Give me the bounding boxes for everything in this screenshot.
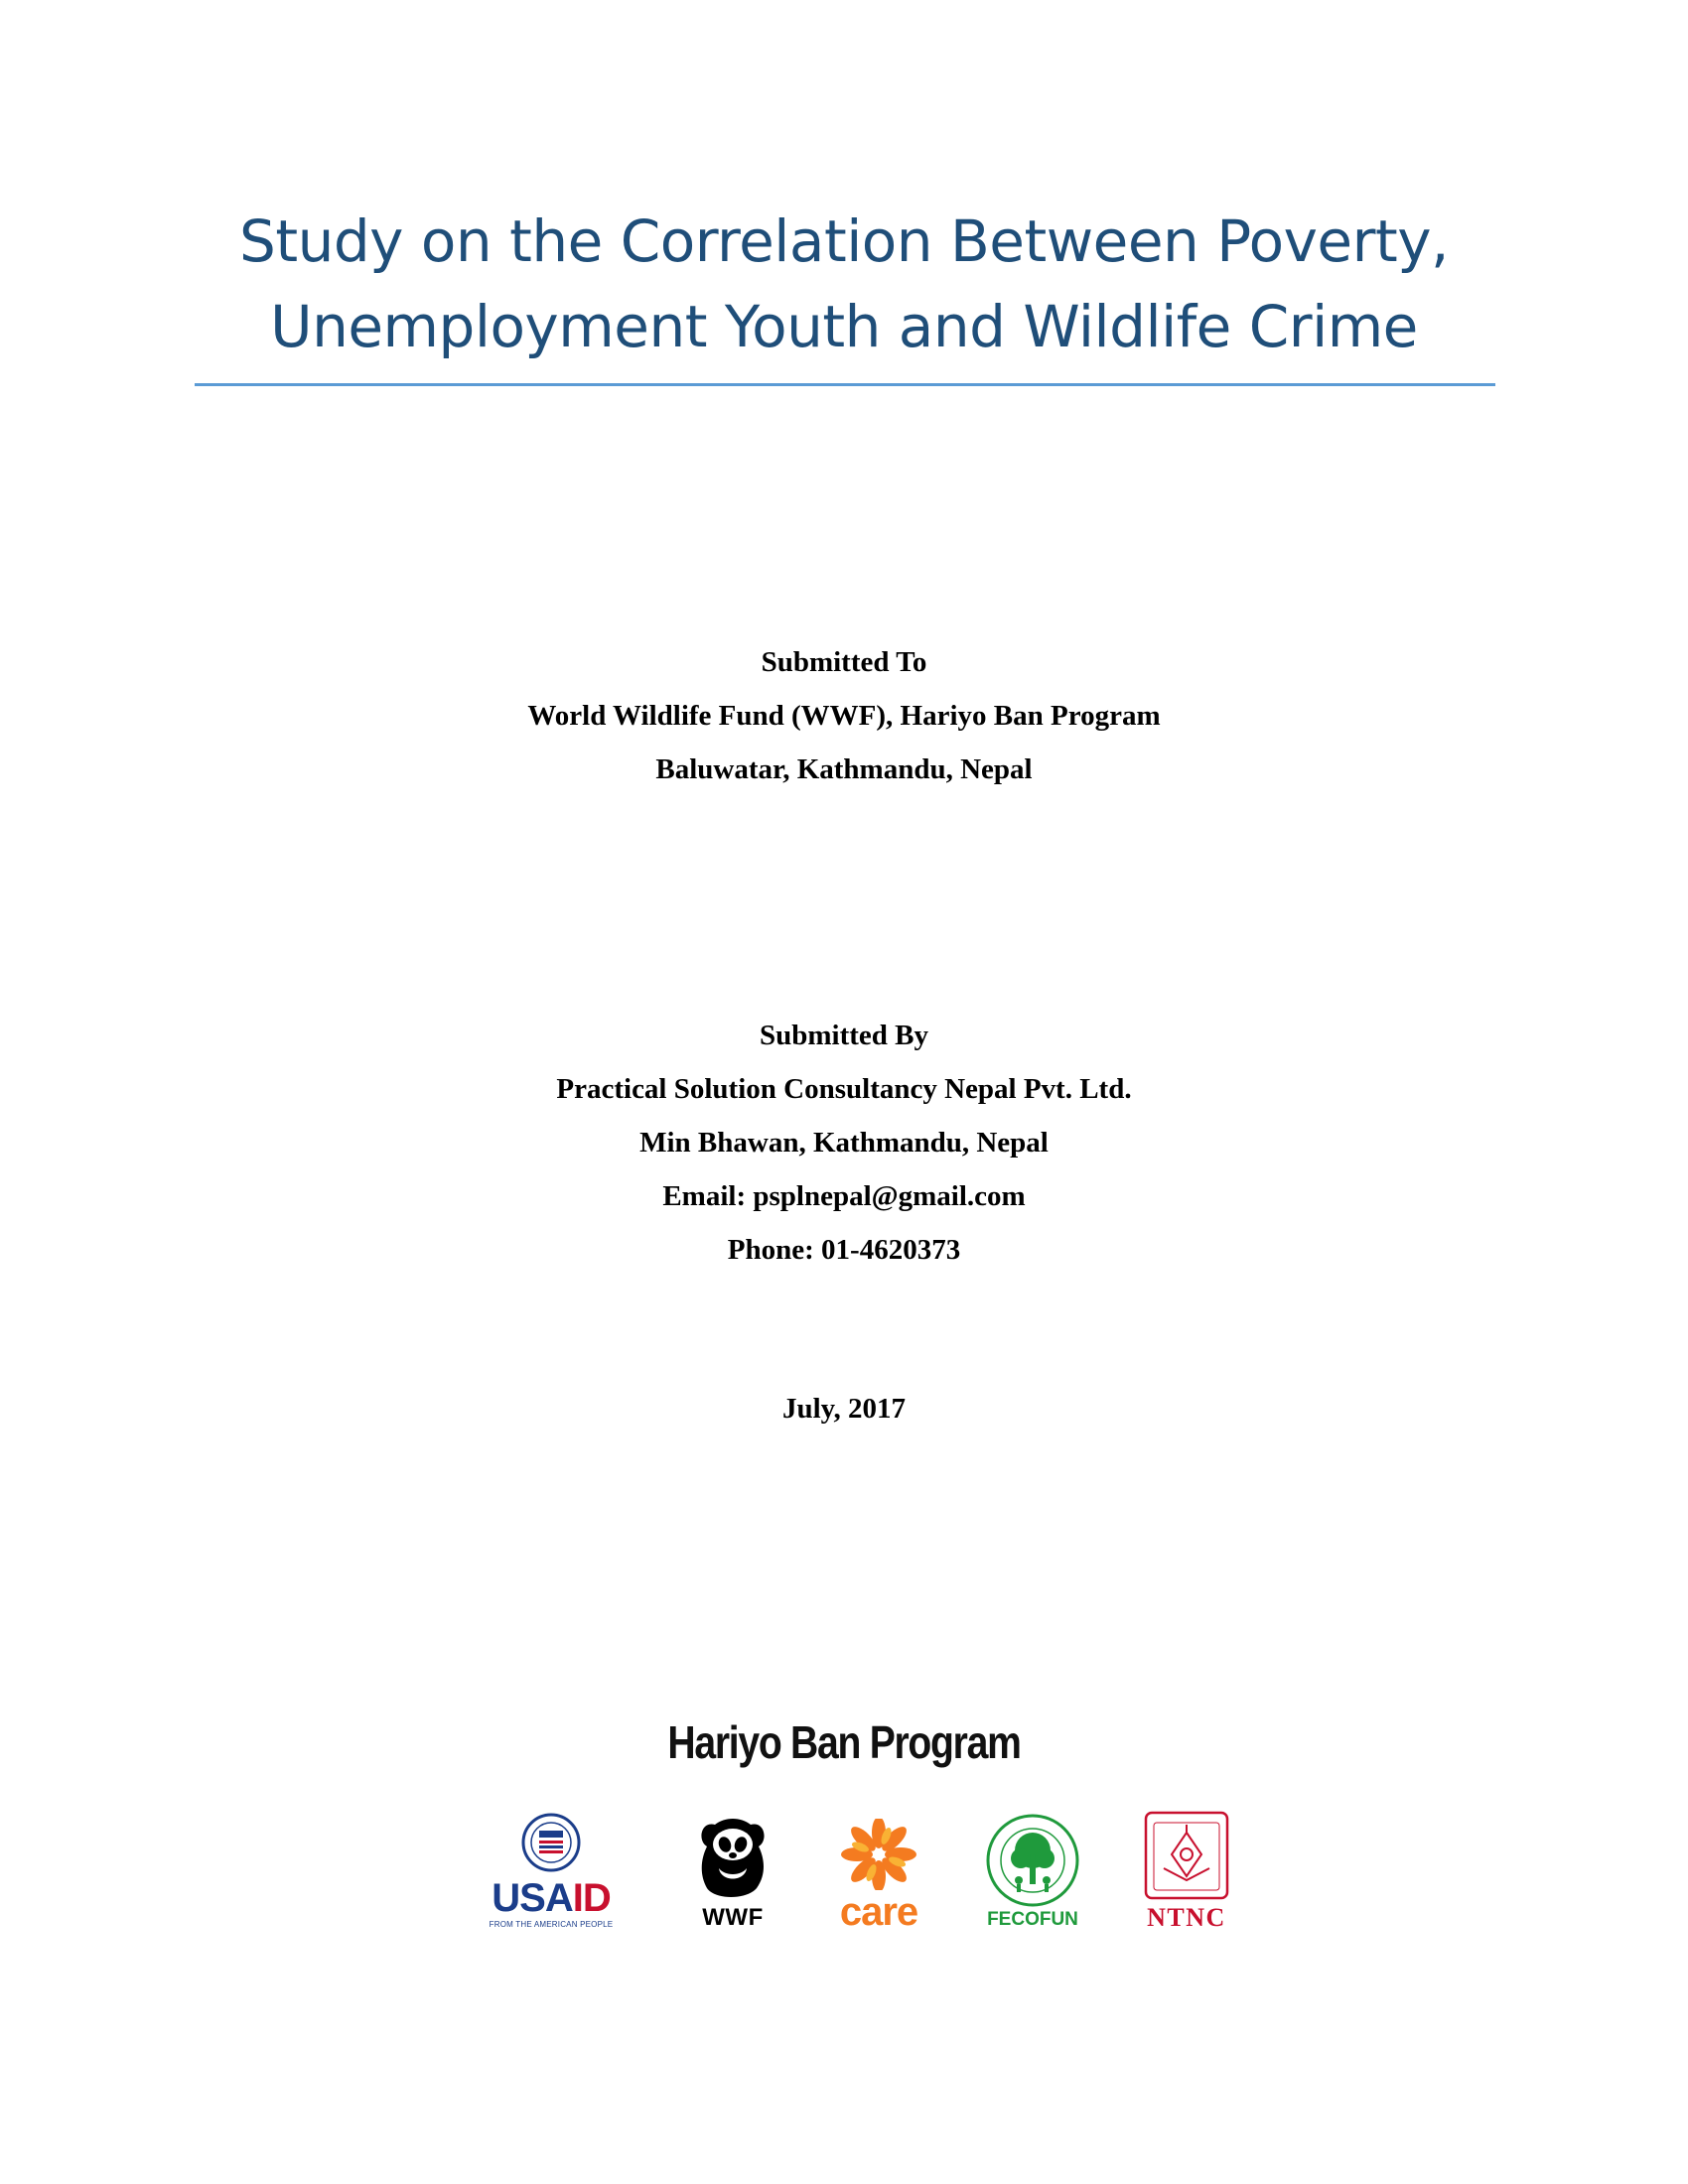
usaid-wordmark-aid: ID <box>572 1876 611 1920</box>
title-divider <box>195 383 1495 386</box>
partner-logos <box>0 1805 1688 1934</box>
fecofun-tree-seal-icon <box>985 1813 1080 1908</box>
submitted-to-block <box>0 635 1688 796</box>
ntnc-seal-icon <box>1144 1811 1229 1900</box>
usaid-seal-icon <box>521 1813 581 1872</box>
submitted-to-address: Baluwatar, Kathmandu, Nepal <box>655 753 1033 785</box>
submitted-to-organization: World Wildlife Fund (WWF), Hariyo Ban Program <box>527 700 1161 732</box>
panda-icon <box>695 1811 771 1902</box>
care-hands-icon <box>839 1819 918 1890</box>
title-line-2: Unemployment Youth and Wildlife Crime <box>270 293 1418 360</box>
fecofun-wordmark: FECOFUN <box>987 1909 1078 1930</box>
submitted-by-email: Email: psplnepal@gmail.com <box>662 1180 1026 1212</box>
date-block <box>0 1382 1688 1435</box>
ntnc-logo <box>1132 1805 1241 1934</box>
wwf-wordmark: WWF <box>702 1904 764 1931</box>
document-title <box>0 199 1688 369</box>
ntnc-wordmark: NTNC <box>1147 1903 1226 1932</box>
submitted-to-heading: Submitted To <box>761 646 927 678</box>
submitted-by-address: Min Bhawan, Kathmandu, Nepal <box>639 1127 1049 1159</box>
program-name: Hariyo Ban Program <box>667 1716 1021 1768</box>
wwf-logo <box>683 1805 782 1934</box>
usaid-tagline: FROM THE AMERICAN PEOPLE <box>489 1920 614 1929</box>
fecofun-logo <box>973 1805 1092 1934</box>
usaid-wordmark <box>477 1876 626 1921</box>
submitted-by-phone: Phone: 01-4620373 <box>727 1234 961 1266</box>
usaid-wordmark-usa: USA <box>492 1876 573 1920</box>
care-wordmark: care <box>839 1890 918 1934</box>
submitted-by-block <box>0 1009 1688 1277</box>
submitted-by-organization: Practical Solution Consultancy Nepal Pvt. Ltd. <box>556 1073 1132 1105</box>
submitted-by-heading: Submitted By <box>759 1020 928 1051</box>
usaid-logo <box>477 1805 626 1934</box>
title-line-1: Study on the Correlation Between Poverty, <box>239 207 1449 275</box>
submission-date: July, 2017 <box>781 1393 907 1425</box>
care-logo <box>829 1805 928 1934</box>
